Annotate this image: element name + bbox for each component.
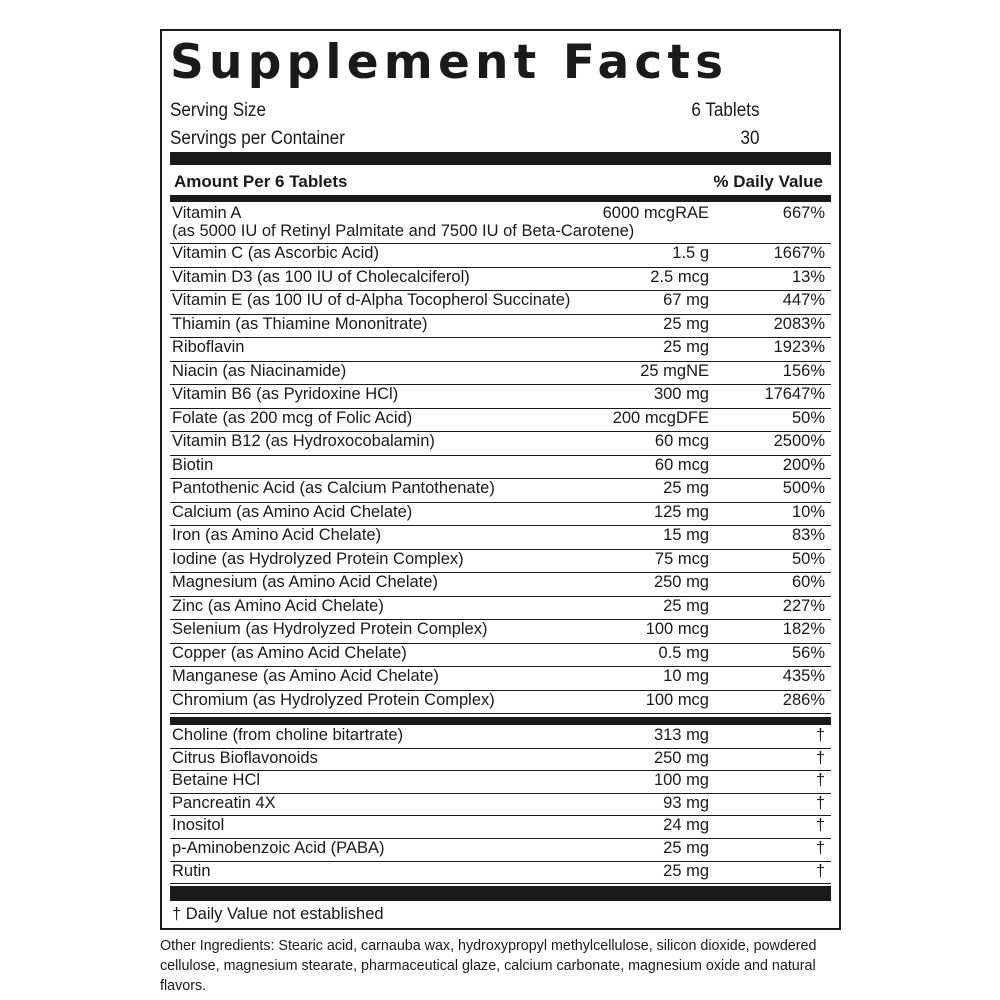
servings-per-container-row [170,125,760,153]
table-row [170,794,831,817]
nutrient-amount: 125 mg [653,502,709,521]
nutrient-name: Vitamin A [172,204,242,222]
nutrient-daily-value: † [815,793,825,812]
table-row [170,338,831,362]
thick-divider-header [170,195,831,202]
nutrient-amount: 100 mcg [645,620,709,638]
nutrient-name: Pantothenic Acid (as Calcium Pantothenate) [172,479,495,497]
table-row [170,204,831,244]
nutrient-daily-value: 1667% [773,244,825,262]
other-ingredients-text: Other Ingredients: Stearic acid, carnauba wax, hydroxypropyl methylcellulose, silicon dioxide, powdered cellulose, magnesium stearate, pharmaceutical glaze, calcium carbonate, magnesium oxide and natural flavors. [160,938,817,994]
nutrient-name: Copper (as Amino Acid Chelate) [172,643,407,662]
nutrient-amount: 100 mg [653,771,709,790]
nutrient-name: Folate (as 200 mcg of Folic Acid) [172,408,413,427]
table-row [170,644,831,668]
nutrient-daily-value: 1923% [773,338,825,356]
supplement-facts-panel [160,29,841,930]
table-row [170,862,831,885]
nutrient-daily-value: 60% [791,573,825,591]
nutrient-daily-value: 200% [782,455,825,474]
nutrient-name: Vitamin B6 (as Pyridoxine HCl) [172,385,399,403]
nutrient-name: Vitamin C (as Ascorbic Acid) [172,244,379,262]
nutrient-daily-value: 50% [791,549,825,568]
nutrient-daily-value: 10% [791,502,825,521]
nutrient-amount: 25 mg [663,479,709,497]
table-row [170,268,831,292]
nutrient-name: Thiamin (as Thiamine Mononitrate) [172,314,428,333]
nutrient-amount: 0.5 mg [658,643,709,662]
nutrient-daily-value: 667% [782,204,825,222]
nutrient-amount: 2.5 mcg [650,267,709,286]
table-row [170,409,831,433]
nutrient-daily-value: 56% [791,643,825,662]
nutrient-name: Rutin [172,861,211,880]
nutrient-daily-value: 13% [791,267,825,286]
amount-header-row [174,170,823,194]
servings-label: Servings per Container [170,128,345,149]
table-row [170,456,831,480]
nutrient-name: Chromium (as Hydrolyzed Protein Complex) [172,690,495,709]
thick-divider-top [170,152,831,165]
footnote: † Daily Value not established [172,905,384,923]
nutrient-amount: 25 mg [663,861,709,880]
table-row [170,503,831,527]
nutrient-name: Niacin (as Niacinamide) [172,361,347,380]
nutrient-name: Vitamin B12 (as Hydroxocobalamin) [172,432,435,450]
nutrient-daily-value: 286% [782,690,825,709]
nutrient-amount: 300 mg [653,385,709,403]
nutrient-name: Riboflavin [172,338,245,356]
serving-size-row [170,97,760,125]
nutrient-daily-value: 17647% [764,385,825,403]
table-row [170,550,831,574]
nutrient-daily-value: 2500% [773,432,825,450]
nutrient-amount: 10 mg [663,667,709,685]
nutrient-name: p-Aminobenzoic Acid (PABA) [172,838,385,857]
nutrient-amount: 15 mg [663,526,709,544]
nutrient-daily-value: † [815,838,825,857]
nutrient-daily-value: 227% [782,596,825,615]
nutrient-amount: 25 mg [663,838,709,857]
nutrient-amount: 75 mcg [654,549,709,568]
table-row [170,839,831,862]
nutrient-amount: 25 mg [663,314,709,333]
nutrient-amount: 60 mcg [654,455,709,474]
table-row [170,749,831,772]
nutrient-amount: 25 mgNE [640,361,709,380]
panel-title: Supplement Facts [170,35,729,90]
nutrient-daily-value: 500% [782,479,825,497]
nutrient-amount: 24 mg [663,816,709,835]
nutrient-name: Vitamin D3 (as 100 IU of Cholecalciferol) [172,267,470,286]
thick-divider-middle [170,717,831,725]
nutrient-amount: 60 mcg [654,432,709,450]
nutrient-amount: 313 mg [653,726,709,744]
table-row [170,385,831,409]
nutrient-name: Selenium (as Hydrolyzed Protein Complex) [172,620,488,638]
table-row [170,244,831,268]
nutrient-amount: 25 mg [663,338,709,356]
nutrient-amount: 6000 mcgRAE [602,204,709,222]
table-row [170,479,831,503]
table-row [170,726,831,749]
table-row [170,691,831,715]
table-row [170,573,831,597]
table-row [170,432,831,456]
table-row [170,667,831,691]
nutrient-name: Biotin [172,455,214,474]
nutrient-name: Iodine (as Hydrolyzed Protein Complex) [172,549,464,568]
nutrient-amount: 67 mg [663,291,709,309]
servings-value: 30 [740,128,760,149]
nutrient-daily-value: † [815,726,825,744]
nutrient-name: Zinc (as Amino Acid Chelate) [172,596,384,615]
nutrient-amount: 250 mg [653,748,709,767]
table-row [170,526,831,550]
nutrient-name: Pancreatin 4X [172,793,276,812]
serving-size-value: 6 Tablets [691,100,760,121]
nutrient-amount: 1.5 g [672,244,709,262]
table-row [170,362,831,386]
thick-divider-bottom [170,886,831,901]
table-row [170,597,831,621]
nutrient-daily-value: 182% [782,620,825,638]
nutrient-daily-value: 2083% [773,314,825,333]
nutrient-name: Calcium (as Amino Acid Chelate) [172,502,413,521]
amount-header-label: Amount Per 6 Tablets [174,172,348,191]
nutrient-name: Vitamin E (as 100 IU of d-Alpha Tocopherol Succinate) [172,291,571,309]
nutrient-daily-value: † [815,816,825,835]
nutrient-daily-value: † [815,771,825,790]
nutrient-table [170,204,831,714]
nutrient-daily-value: 435% [782,667,825,685]
nutrient-daily-value: † [815,861,825,880]
nutrient-source: (as 5000 IU of Retinyl Palmitate and 7500 IU of Beta-Carotene) [172,222,635,240]
nutrient-daily-value: 83% [791,526,825,544]
other-ingredients-table [170,726,831,884]
nutrient-name: Citrus Bioflavonoids [172,748,318,767]
table-row [170,315,831,339]
nutrient-amount: 250 mg [653,573,709,591]
table-row [170,816,831,839]
nutrient-name: Manganese (as Amino Acid Chelate) [172,667,439,685]
nutrient-name: Magnesium (as Amino Acid Chelate) [172,573,438,591]
nutrient-amount: 93 mg [663,793,709,812]
nutrient-daily-value: † [815,748,825,767]
nutrient-amount: 25 mg [663,596,709,615]
nutrient-amount: 200 mcgDFE [612,408,709,427]
nutrient-name: Betaine HCl [172,771,261,790]
daily-value-header-label: % Daily Value [713,172,823,191]
serving-size-label: Serving Size [170,100,267,121]
table-row [170,620,831,644]
nutrient-daily-value: 50% [791,408,825,427]
table-row [170,771,831,794]
nutrient-daily-value: 156% [782,361,825,380]
table-row [170,291,831,315]
nutrient-name: Iron (as Amino Acid Chelate) [172,526,382,544]
nutrient-name: Choline (from choline bitartrate) [172,726,404,744]
nutrient-name: Inositol [172,816,225,835]
nutrient-daily-value: 447% [782,291,825,309]
nutrient-amount: 100 mcg [645,690,709,709]
